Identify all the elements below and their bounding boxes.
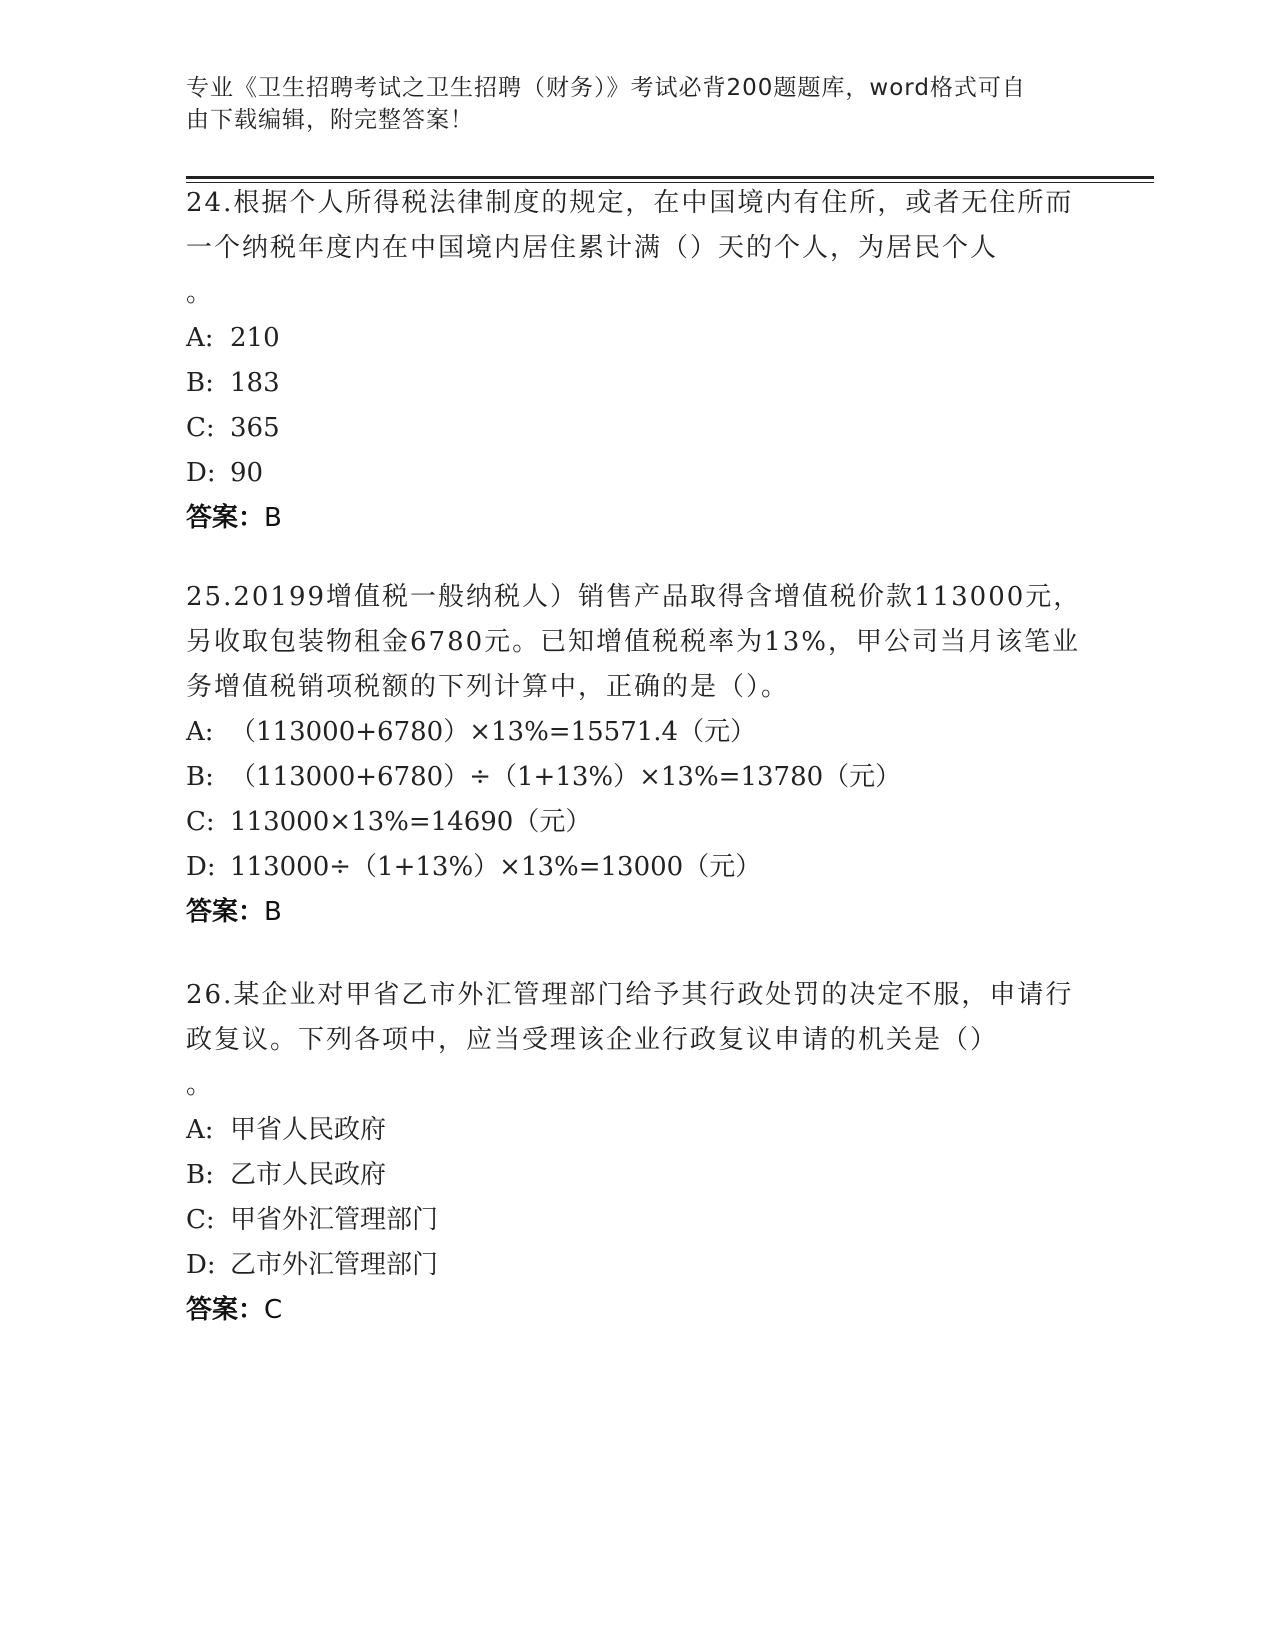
option-text: 365 bbox=[230, 413, 280, 443]
option-letter: B: bbox=[186, 368, 214, 398]
answer-value: B bbox=[264, 897, 282, 927]
option-text: 113000÷（1+13%）×13%=13000（元） bbox=[230, 852, 762, 882]
question-tail: 。 bbox=[186, 1070, 213, 1100]
answer bbox=[186, 1288, 1086, 1333]
answer-label: 答案： bbox=[186, 503, 265, 533]
option-a bbox=[186, 316, 1086, 361]
option-letter: A: bbox=[186, 717, 214, 747]
answer-value: C bbox=[264, 1295, 283, 1325]
answer bbox=[186, 496, 1086, 541]
option-letter: C: bbox=[186, 807, 215, 837]
option-a bbox=[186, 710, 1086, 755]
question-25 bbox=[186, 575, 1086, 935]
header-divider-thick bbox=[186, 176, 1154, 179]
option-c bbox=[186, 1198, 1086, 1243]
option-text: 210 bbox=[230, 323, 280, 353]
answer bbox=[186, 890, 1086, 935]
question-26 bbox=[186, 973, 1086, 1333]
option-b bbox=[186, 361, 1086, 406]
answer-label: 答案： bbox=[186, 1295, 265, 1325]
option-letter: B: bbox=[186, 762, 214, 792]
option-b bbox=[186, 1153, 1086, 1198]
option-letter: A: bbox=[186, 323, 214, 353]
option-a bbox=[186, 1108, 1086, 1153]
option-letter: D: bbox=[186, 1250, 216, 1280]
option-letter: D: bbox=[186, 852, 216, 882]
option-text: 90 bbox=[230, 458, 264, 488]
option-text: 甲省外汇管理部门 bbox=[230, 1205, 439, 1235]
option-text: 甲省人民政府 bbox=[230, 1115, 387, 1145]
option-c bbox=[186, 406, 1086, 451]
option-d bbox=[186, 1243, 1086, 1288]
question-text: 25.20199增值税一般纳税人）销售产品取得含增值税价款113000元，另收取包装物租金6780元。已知增值税税率为13%，甲公司当月该笔业务增值税销项税额的下列计算中，正确的是（）。 bbox=[186, 582, 1082, 702]
answer-label: 答案： bbox=[186, 897, 265, 927]
option-letter: A: bbox=[186, 1115, 214, 1145]
option-text: （113000+6780）×13%=15571.4（元） bbox=[230, 717, 757, 747]
option-text: 乙市人民政府 bbox=[230, 1160, 387, 1190]
document-header bbox=[186, 72, 1066, 136]
option-letter: C: bbox=[186, 413, 215, 443]
option-letter: D: bbox=[186, 458, 216, 488]
header-line-2: 由下载编辑，附完整答案！ bbox=[186, 107, 474, 133]
option-text: 乙市外汇管理部门 bbox=[230, 1250, 439, 1280]
option-text: （113000+6780）÷（1+13%）×13%=13780（元） bbox=[230, 762, 902, 792]
option-c bbox=[186, 800, 1086, 845]
question-tail: 。 bbox=[186, 278, 213, 308]
answer-value: B bbox=[264, 503, 282, 533]
option-text: 183 bbox=[230, 368, 280, 398]
question-24 bbox=[186, 181, 1086, 541]
question-text: 26.某企业对甲省乙市外汇管理部门给予其行政处罚的决定不服，申请行政复议。下列各项中，应当受理该企业行政复议申请的机关是（） bbox=[186, 980, 1074, 1055]
option-text: 113000×13%=14690（元） bbox=[230, 807, 592, 837]
header-line-1: 专业《卫生招聘考试之卫生招聘（财务）》考试必背200题题库，word格式可自 bbox=[186, 75, 1026, 101]
question-text: 24.根据个人所得税法律制度的规定，在中国境内有住所，或者无住所而一个纳税年度内在中国境内居住累计满（）天的个人，为居民个人 bbox=[186, 188, 1074, 263]
option-letter: B: bbox=[186, 1160, 214, 1190]
option-d bbox=[186, 845, 1086, 890]
option-b bbox=[186, 755, 1086, 800]
option-letter: C: bbox=[186, 1205, 215, 1235]
option-d bbox=[186, 451, 1086, 496]
